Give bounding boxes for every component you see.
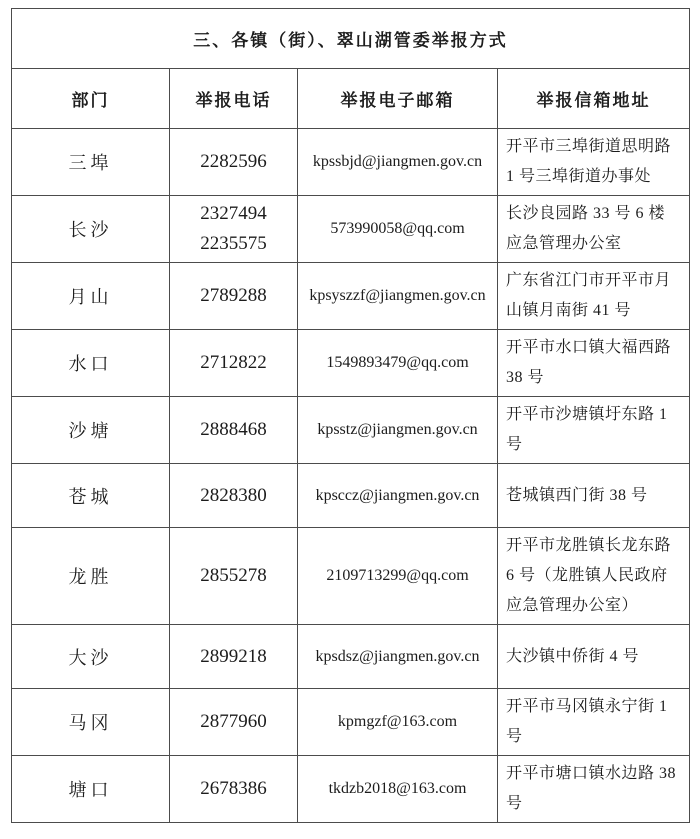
- phone-number: 2712822: [200, 352, 267, 373]
- column-header-department: 部门: [12, 69, 170, 129]
- department-cell: 苍城: [12, 464, 170, 528]
- department-cell: 月山: [12, 263, 170, 330]
- phone-cell: [170, 263, 298, 330]
- department-cell: 塘口: [12, 756, 170, 823]
- phone-number: 2789288: [200, 285, 267, 306]
- phone-number: 2235575: [200, 233, 267, 254]
- department-cell: 沙塘: [12, 397, 170, 464]
- address-cell: 开平市沙塘镇圩东路 1 号: [498, 397, 690, 464]
- email-cell: tkdzb2018@163.com: [298, 756, 498, 823]
- phone-cell: [170, 464, 298, 528]
- table-header-row: [12, 69, 690, 129]
- table-row: [12, 528, 690, 625]
- table-title-row: [12, 9, 690, 69]
- table-row: [12, 263, 690, 330]
- phone-cell: [170, 756, 298, 823]
- table-row: [12, 397, 690, 464]
- address-cell: 长沙良园路 33 号 6 楼应急管理办公室: [498, 196, 690, 263]
- phone-cell: [170, 397, 298, 464]
- email-cell: 2109713299@qq.com: [298, 528, 498, 625]
- email-cell: kpmgzf@163.com: [298, 689, 498, 756]
- phone-number: 2282596: [200, 151, 267, 172]
- address-cell: 开平市水口镇大福西路 38 号: [498, 330, 690, 397]
- email-cell: 1549893479@qq.com: [298, 330, 498, 397]
- phone-number: 2327494: [200, 203, 267, 224]
- phone-number: 2855278: [200, 565, 267, 586]
- table-row: [12, 464, 690, 528]
- report-methods-table: [11, 8, 690, 823]
- address-cell: 开平市三埠街道思明路 1 号三埠街道办事处: [498, 129, 690, 196]
- department-cell: 三埠: [12, 129, 170, 196]
- address-cell: 广东省江门市开平市月山镇月南街 41 号: [498, 263, 690, 330]
- email-cell: kpsstz@jiangmen.gov.cn: [298, 397, 498, 464]
- phone-number: 2888468: [200, 419, 267, 440]
- column-header-email: 举报电子邮箱: [298, 69, 498, 129]
- address-cell: 开平市马冈镇永宁街 1 号: [498, 689, 690, 756]
- report-table-body: [12, 129, 690, 823]
- email-cell: kpsccz@jiangmen.gov.cn: [298, 464, 498, 528]
- column-header-address: 举报信箱地址: [498, 69, 690, 129]
- phone-number: 2678386: [200, 778, 267, 799]
- department-cell: 长沙: [12, 196, 170, 263]
- phone-cell: [170, 129, 298, 196]
- email-cell: kpsdsz@jiangmen.gov.cn: [298, 625, 498, 689]
- department-cell: 大沙: [12, 625, 170, 689]
- address-cell: 苍城镇西门街 38 号: [498, 464, 690, 528]
- table-row: [12, 129, 690, 196]
- table-row: [12, 330, 690, 397]
- phone-cell: [170, 196, 298, 263]
- table-row: [12, 196, 690, 263]
- table-row: [12, 625, 690, 689]
- address-cell: 开平市龙胜镇长龙东路 6 号（龙胜镇人民政府应急管理办公室）: [498, 528, 690, 625]
- phone-cell: [170, 625, 298, 689]
- email-cell: 573990058@qq.com: [298, 196, 498, 263]
- column-header-phone: 举报电话: [170, 69, 298, 129]
- table-row: [12, 756, 690, 823]
- address-cell: 开平市塘口镇水边路 38 号: [498, 756, 690, 823]
- phone-number: 2877960: [200, 711, 267, 732]
- email-cell: kpssbjd@jiangmen.gov.cn: [298, 129, 498, 196]
- phone-number: 2899218: [200, 645, 267, 667]
- address-cell: 大沙镇中侨街 4 号: [498, 625, 690, 689]
- table-title: 三、各镇（街）、翠山湖管委举报方式: [12, 9, 690, 69]
- department-cell: 水口: [12, 330, 170, 397]
- phone-cell: [170, 689, 298, 756]
- phone-cell: [170, 528, 298, 625]
- phone-cell: [170, 330, 298, 397]
- table-row: [12, 689, 690, 756]
- department-cell: 龙胜: [12, 528, 170, 625]
- phone-number: 2828380: [200, 484, 267, 506]
- email-cell: kpsyszzf@jiangmen.gov.cn: [298, 263, 498, 330]
- department-cell: 马冈: [12, 689, 170, 756]
